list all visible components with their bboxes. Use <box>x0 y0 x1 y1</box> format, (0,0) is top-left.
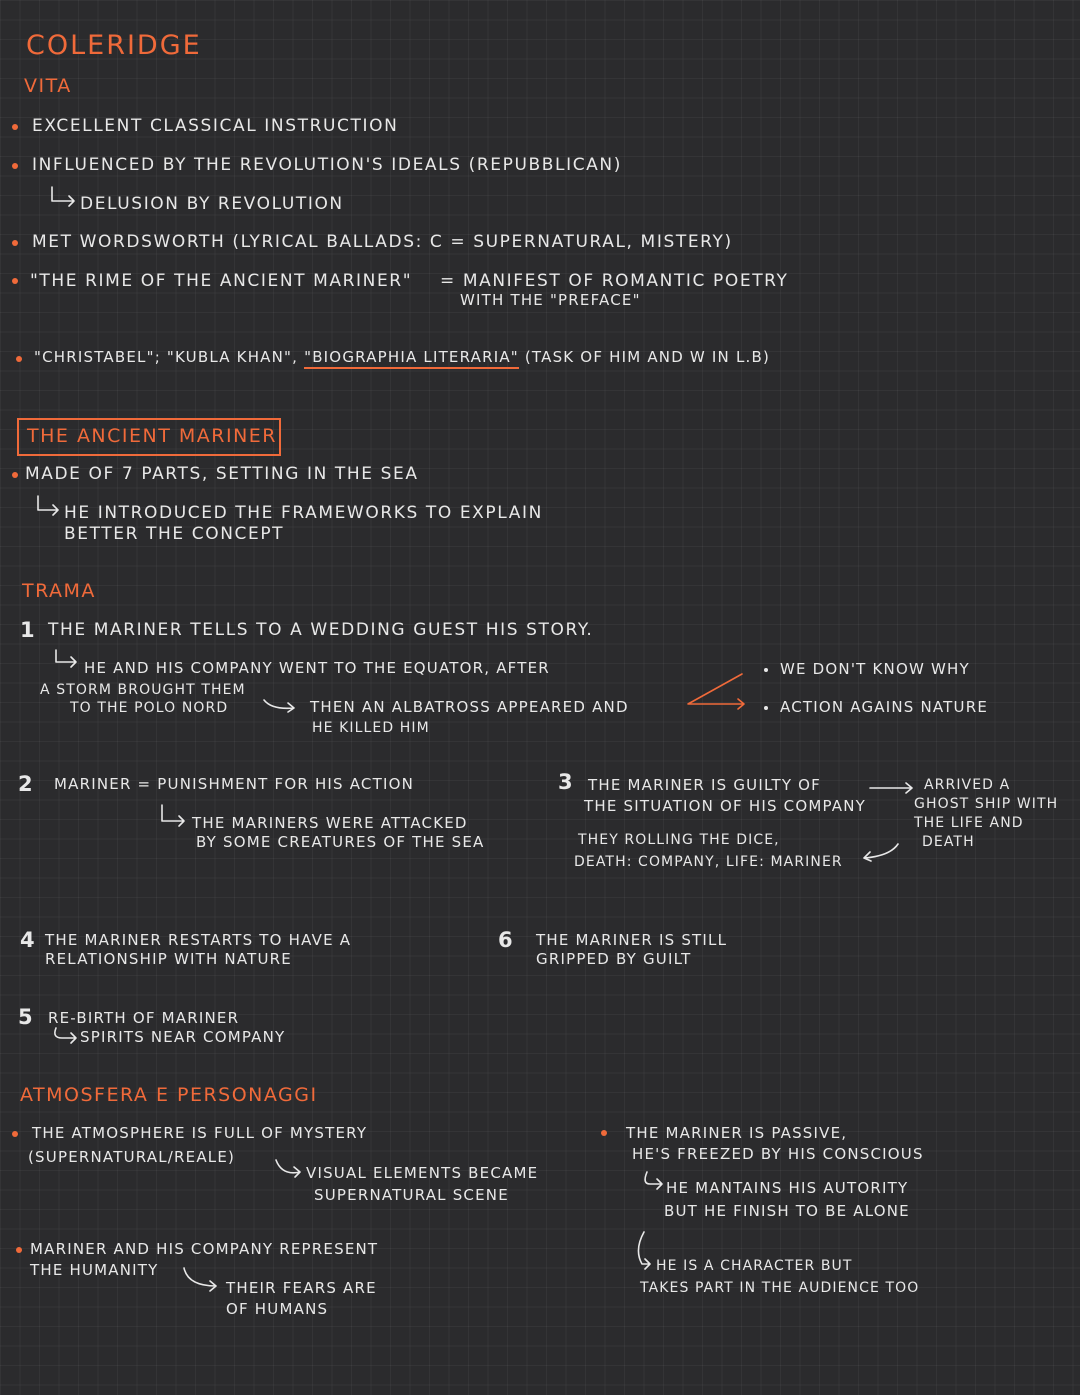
part-1-text: THE MARINER TELLS TO A WEDDING GUEST HIS STORY. <box>48 620 594 640</box>
arrow-icon <box>50 187 78 209</box>
part-number: 1 <box>20 618 37 642</box>
atmo-item: MARINER AND HIS COMPANY REPRESENT <box>30 1240 379 1258</box>
part-2-sub: THE MARINERS WERE ATTACKED <box>192 814 468 832</box>
section-heading-atmo: ATMOSFERA E PERSONAGGI <box>20 1084 318 1106</box>
arrow-icon <box>36 496 62 518</box>
atmo-item: THE HUMANITY <box>30 1261 159 1279</box>
vita-item: = MANIFEST OF ROMANTIC POETRY <box>440 271 789 291</box>
part-4-text: THE MARINER RESTARTS TO HAVE A <box>45 931 352 949</box>
part-number: 3 <box>558 770 575 794</box>
part-2-text: MARINER = PUNISHMENT FOR HIS ACTION <box>54 775 415 793</box>
section-heading-vita: VITA <box>24 75 72 97</box>
part-1-why: WE DON'T KNOW WHY <box>780 660 970 678</box>
part-3-ghost: GHOST SHIP WITH <box>914 796 1059 812</box>
part-3-text: THE SITUATION OF HIS COMPANY <box>584 797 867 815</box>
part-1-albatross: HE KILLED HIM <box>312 720 430 736</box>
arrow-icon <box>182 1266 222 1294</box>
part-number: 5 <box>18 1005 35 1029</box>
atmo-sub: TAKES PART IN THE AUDIENCE TOO <box>640 1280 920 1296</box>
part-4-text: RELATIONSHIP WITH NATURE <box>45 950 292 968</box>
bullet <box>764 706 768 710</box>
bullet <box>764 668 768 672</box>
atmo-item: HE'S FREEZED BY HIS CONSCIOUS <box>632 1145 924 1163</box>
vita-item: INFLUENCED BY THE REVOLUTION'S IDEALS (REPUBBLICAN) <box>32 155 622 175</box>
arrow-icon <box>262 698 298 716</box>
mariner-frame: HE INTRODUCED THE FRAMEWORKS TO EXPLAIN <box>64 503 543 523</box>
vita-item: "THE RIME OF THE ANCIENT MARINER" <box>30 271 413 291</box>
part-1-nature: ACTION AGAINS NATURE <box>780 698 989 716</box>
part-1-storm: A STORM BROUGHT THEM <box>40 682 246 698</box>
arrow-icon <box>642 1172 666 1190</box>
bullet <box>12 124 18 130</box>
bullet <box>12 472 18 478</box>
part-1-sub: HE AND HIS COMPANY WENT TO THE EQUATOR, AFTER <box>84 659 550 677</box>
part-3-dice: DEATH: COMPANY, LIFE: MARINER <box>574 854 843 870</box>
atmo-item: THE ATMOSPHERE IS FULL OF MYSTERY <box>32 1124 368 1142</box>
part-1-storm: TO THE POLO NORD <box>70 700 229 716</box>
arrow-icon <box>54 650 80 672</box>
section-heading-trama: TRAMA <box>22 580 96 602</box>
works-titles: "CHRISTABEL"; "KUBLA KHAN", <box>34 348 299 366</box>
part-5-text: RE-BIRTH OF MARINER <box>48 1009 240 1027</box>
bullet <box>12 163 18 169</box>
page-title: COLERIDGE <box>26 30 202 61</box>
bullet <box>12 1131 18 1137</box>
atmo-sub: THEIR FEARS ARE <box>226 1279 377 1297</box>
section-heading-mariner: THE ANCIENT MARINER <box>27 425 277 447</box>
part-3-text: THE MARINER IS GUILTY OF <box>588 776 821 794</box>
bullet <box>16 1247 22 1253</box>
part-3-ghost: THE LIFE AND <box>914 815 1024 831</box>
part-number: 4 <box>20 928 37 952</box>
arrow-icon <box>274 1158 304 1182</box>
bullet <box>601 1130 607 1136</box>
part-3-ghost: ARRIVED A <box>924 777 1011 793</box>
arrow-fork-icon <box>682 670 748 714</box>
bullet <box>16 356 22 362</box>
part-3-dice: THEY ROLLING THE DICE, <box>578 832 780 848</box>
part-5-sub: SPIRITS NEAR COMPANY <box>80 1028 286 1046</box>
bracket-icon <box>634 1230 656 1272</box>
part-1-albatross: THEN AN ALBATROSS APPEARED AND <box>310 698 629 716</box>
bullet <box>12 278 18 284</box>
arrow-icon <box>868 782 916 794</box>
mariner-frame: BETTER THE CONCEPT <box>64 524 285 544</box>
part-2-sub: BY SOME CREATURES OF THE SEA <box>196 833 485 851</box>
vita-item: EXCELLENT CLASSICAL INSTRUCTION <box>32 116 399 136</box>
atmo-sub: VISUAL ELEMENTS BECAME <box>306 1164 539 1182</box>
arrow-icon <box>860 842 902 862</box>
vita-item: MET WORDSWORTH (LYRICAL BALLADS: C = SUPERNATURAL, MISTERY) <box>32 232 733 252</box>
part-number: 2 <box>18 772 35 796</box>
part-number: 6 <box>498 928 515 952</box>
atmo-sub: HE MANTAINS HIS AUTORITY <box>666 1179 909 1197</box>
mariner-parts: MADE OF 7 PARTS, SETTING IN THE SEA <box>25 464 419 484</box>
atmo-sub: HE IS A CHARACTER BUT <box>656 1258 853 1274</box>
atmo-item: (SUPERNATURAL/REALE) <box>28 1148 236 1166</box>
vita-item: WITH THE "PREFACE" <box>460 291 641 309</box>
vita-works <box>34 349 770 366</box>
arrow-icon <box>52 1028 80 1044</box>
atmo-sub: OF HUMANS <box>226 1300 329 1318</box>
works-note: (TASK OF HIM AND W IN L.B) <box>524 348 771 366</box>
bullet <box>12 240 18 246</box>
arrow-icon <box>160 805 188 829</box>
atmo-sub: BUT HE FINISH TO BE ALONE <box>664 1202 910 1220</box>
works-biographia: "BIOGRAPHIA LITERARIA" <box>304 348 519 369</box>
part-3-ghost: DEATH <box>922 834 975 850</box>
atmo-item: THE MARINER IS PASSIVE, <box>626 1124 848 1142</box>
vita-item: DELUSION BY REVOLUTION <box>80 194 344 214</box>
atmo-sub: SUPERNATURAL SCENE <box>314 1186 509 1204</box>
part-6-text: THE MARINER IS STILL <box>536 931 728 949</box>
part-6-text: GRIPPED BY GUILT <box>536 950 692 968</box>
